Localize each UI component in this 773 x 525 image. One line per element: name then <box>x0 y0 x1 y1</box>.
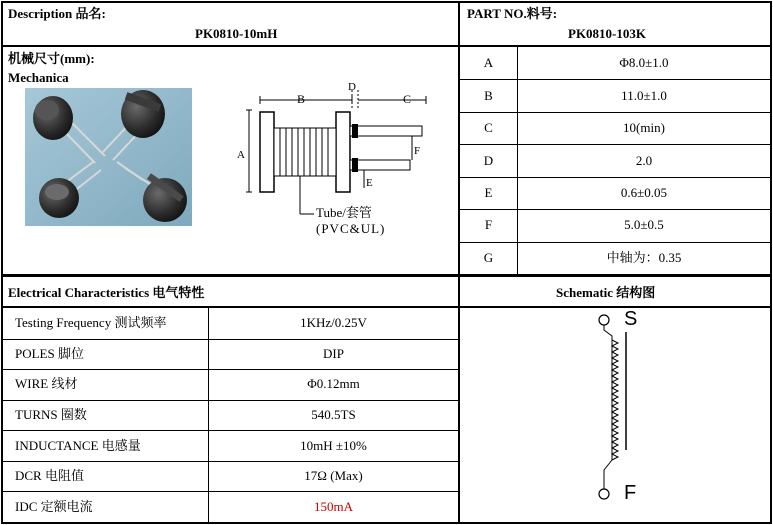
schematic-start-label: S <box>624 308 638 330</box>
electrical-value: 1KHz/0.25V <box>300 315 367 330</box>
dimension-row-divider <box>460 112 772 113</box>
mechanical-title: 机械尺寸(mm): <box>8 51 95 66</box>
electrical-label: IDC 定额电流 <box>15 499 93 514</box>
dimension-key: A <box>483 55 494 70</box>
electrical-row-divider <box>3 400 458 401</box>
dimension-key: B <box>484 88 493 103</box>
dimension-key: G <box>483 250 494 265</box>
electrical-label: TURNS 圈数 <box>15 407 87 422</box>
dimension-value: 11.0±1.0 <box>621 88 667 103</box>
dimension-key: D <box>483 153 494 168</box>
electrical-row-divider <box>3 491 458 492</box>
electrical-value: 10mH ±10% <box>300 438 367 453</box>
description-label: Description 品名: <box>8 6 106 21</box>
dim-label-a: A <box>237 149 245 161</box>
dimension-value: 2.0 <box>635 153 653 168</box>
coil-schematic <box>590 310 650 506</box>
description-value: PK0810-10mH <box>195 26 278 41</box>
electrical-row-divider <box>3 369 458 370</box>
dimension-value: 10(min) <box>623 120 665 135</box>
electrical-value: 540.5TS <box>311 407 356 422</box>
electrical-value: DIP <box>323 346 344 361</box>
dimension-value: Φ8.0±1.0 <box>619 55 669 70</box>
mechanical-subtitle: Mechanica <box>8 70 69 85</box>
electrical-value: 150mA <box>314 499 353 514</box>
dimension-value: 5.0±0.5 <box>624 217 664 232</box>
dimension-key: F <box>484 217 493 232</box>
product-photo <box>25 88 192 226</box>
electrical-label: Testing Frequency 测试频率 <box>15 315 167 330</box>
part-no-value: PK0810-103K <box>568 26 646 41</box>
dimension-key: E <box>484 185 493 200</box>
tube-label: Tube/套管 <box>316 205 372 220</box>
dim-label-b: B <box>297 92 306 106</box>
electrical-row-divider <box>3 339 458 340</box>
dim-label-d: D <box>348 81 356 93</box>
electrical-value: 17Ω (Max) <box>304 468 363 483</box>
electrical-label: DCR 电阻值 <box>15 468 84 483</box>
header-divider <box>1 45 772 47</box>
dimension-value: 中轴为：0.35 <box>606 250 682 265</box>
tube-material-label: (PVC&UL) <box>316 221 386 236</box>
dimension-row-divider <box>460 242 772 243</box>
dimension-row-divider <box>460 209 772 210</box>
schematic-finish-label: F <box>624 482 637 504</box>
dimension-row-divider <box>460 79 772 80</box>
electrical-row-divider <box>3 430 458 431</box>
electrical-label: WIRE 线材 <box>15 376 78 391</box>
dim-label-e: E <box>366 177 373 189</box>
dim-label-c: C <box>403 92 412 106</box>
dimension-value: 0.6±0.05 <box>620 185 668 200</box>
dim-label-f: F <box>414 145 421 157</box>
dimension-key: C <box>484 120 493 135</box>
dimension-row-divider <box>460 144 772 145</box>
schematic-title: Schematic 结构图 <box>556 285 656 300</box>
section-divider <box>1 274 772 277</box>
electrical-value: Φ0.12mm <box>307 376 360 391</box>
electrical-row-divider <box>3 461 458 462</box>
electrical-title: Electrical Characteristics 电气特性 <box>8 285 205 300</box>
part-no-label: PART NO.料号: <box>467 6 558 21</box>
electrical-label: POLES 脚位 <box>15 346 84 361</box>
electrical-header-divider <box>1 306 772 308</box>
electrical-label: INDUCTANCE 电感量 <box>15 438 141 453</box>
dimension-row-divider <box>460 177 772 178</box>
